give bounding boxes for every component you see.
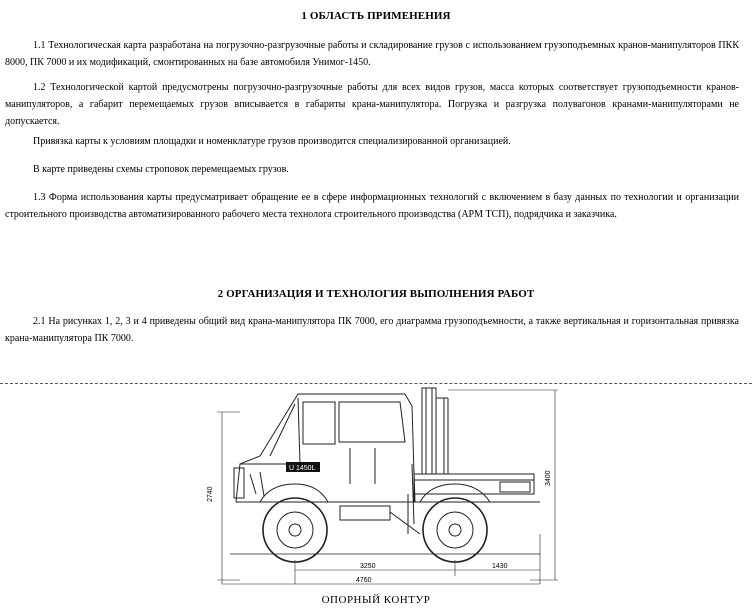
paragraph-2-1: 2.1 На рисунках 1, 2, 3 и 4 приведены общий вид крана-манипулятора ПК 7000, его диаграмма грузоподъемности, а также вертикальная и горизонтальная привязка крана-манипулятора ПК 7000. <box>5 316 739 344</box>
front-wheel <box>263 498 327 562</box>
paragraph-binding: Привязка карты к условиям площадки и номенклатуре грузов производится специализированной организацией. <box>33 136 511 147</box>
paragraph-1-1: 1.1 Технологическая карта разработана на погрузочно-разгрузочные работы и складирование грузов с использованием грузоподъемных кранов-манипуляторов ПКК 8000, ПК 7000 и их модификаций, смонтированных на базе автомобиля Унимог-1450. <box>5 40 739 68</box>
paragraph-slinging: В карте приведены схемы строповок перемещаемых грузов. <box>33 164 289 175</box>
model-label: U 1450L <box>289 465 316 472</box>
dim-wheelbase: 3250 <box>360 563 376 570</box>
section-1-title: 1 ОБЛАСТЬ ПРИМЕНЕНИЯ <box>301 10 451 22</box>
figure-caption: ОПОРНЫЙ КОНТУР <box>321 594 431 606</box>
crane-truck-drawing <box>200 384 560 596</box>
dim-height-cab: 2740 <box>207 486 214 502</box>
rear-wheel <box>423 498 487 562</box>
truck-cab <box>234 394 414 502</box>
dim-rear-overhang: 1430 <box>492 563 508 570</box>
dim-height-total: 3400 <box>545 470 552 486</box>
dim-total-length: 4760 <box>356 577 372 584</box>
section-2-title: 2 ОРГАНИЗАЦИЯ И ТЕХНОЛОГИЯ ВЫПОЛНЕНИЯ РАБОТ <box>217 288 535 300</box>
paragraph-1-3: 1.3 Форма использования карты предусматривает обращение ее в сфере информационных технологий с включением в базу данных по технологии и организации строительного производства автоматизированного рабочего места технолога строительного производства (АРМ ТСП), подрядчика и заказчика. <box>5 192 739 220</box>
length-dimensions <box>222 534 540 584</box>
paragraph-1-2: 1.2 Технологической картой предусмотрены погрузочно-разгрузочные работы для всех видов грузов, масса которых соответствует грузоподъемности кранов-манипуляторов, а габарит перемещаемых грузов вписывается в габариты крана-манипулятора. Погрузка и разгрузка полувагонов кранами-манипуляторами не допускается. <box>5 82 739 127</box>
truck-chassis <box>236 470 540 534</box>
height-dimension-left <box>207 412 240 580</box>
